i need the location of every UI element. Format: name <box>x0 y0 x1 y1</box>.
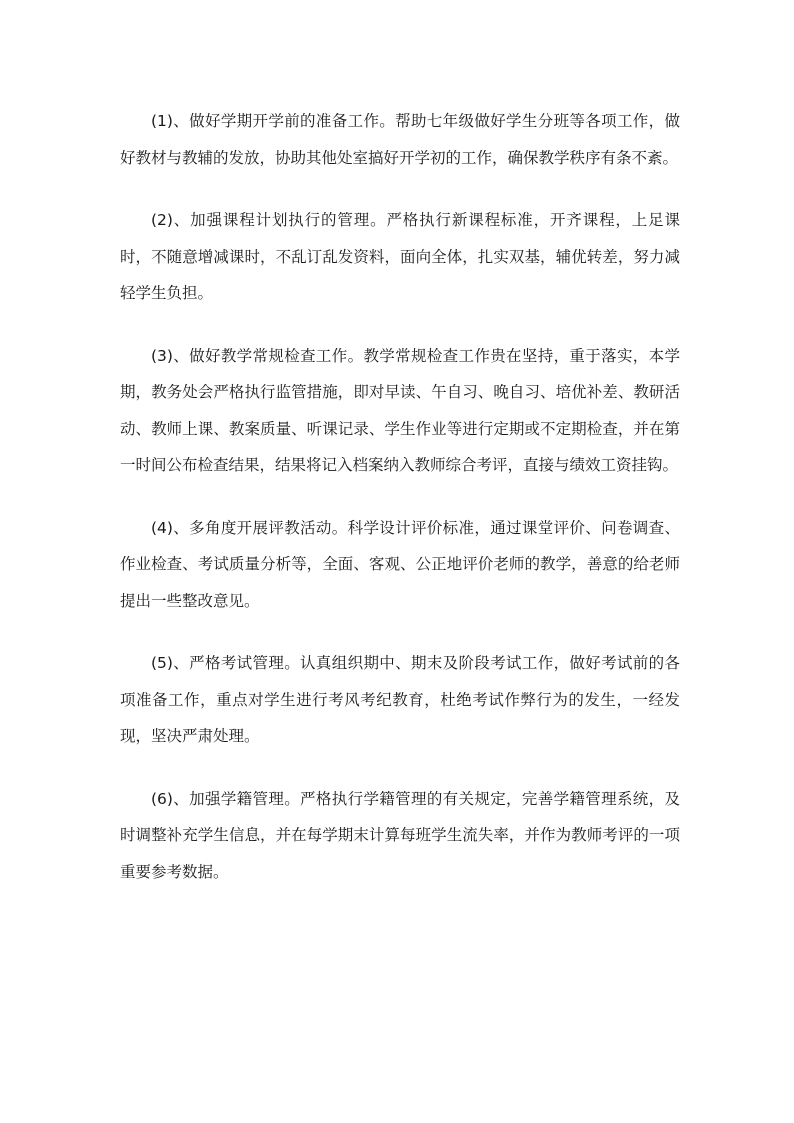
paragraph-5: (5)、严格考试管理。认真组织期中、期末及阶段考试工作，做好考试前的各项准备工作，重点对学生进行考风考纪教育，杜绝考试作弊行为的发生，一经发现，坚决严肃处理。 <box>120 654 680 745</box>
paragraph-1: (1)、做好学期开学前的准备工作。帮助七年级做好学生分班等各项工作，做好教材与教辅的发放，协助其他处室搞好开学初的工作，确保教学秩序有条不紊。 <box>120 112 680 167</box>
paragraph-6: (6)、加强学籍管理。严格执行学籍管理的有关规定，完善学籍管理系统，及时调整补充学生信息，并在每学期末计算每班学生流失率，并作为教师考评的一项重要参考数据。 <box>120 789 680 881</box>
document-body <box>120 103 680 916</box>
paragraph-4: (4)、多角度开展评教活动。科学设计评价标准，通过课堂评价、问卷调查、作业检查、考试质量分析等，全面、客观、公正地评价老师的教学，善意的给老师提出一些整改意见。 <box>120 518 680 610</box>
paragraph-2: (2)、加强课程计划执行的管理。严格执行新课程标准，开齐课程，上足课时，不随意增减课时，不乱订乱发资料，面向全体，扎实双基，辅优转差，努力减轻学生负担。 <box>120 211 680 302</box>
paragraph-3: (3)、做好教学常规检查工作。教学常规检查工作贵在坚持，重于落实，本学期，教务处会严格执行监管措施，即对早读、午自习、晚自习、培优补差、教研活动、教师上课、教案质量、听课记录、学生作业等进行定期或不定期检查，并在第一时间公布检查结果，结果将记入档案纳入教师综合考评，直接与绩效工资挂钩。 <box>120 346 680 474</box>
